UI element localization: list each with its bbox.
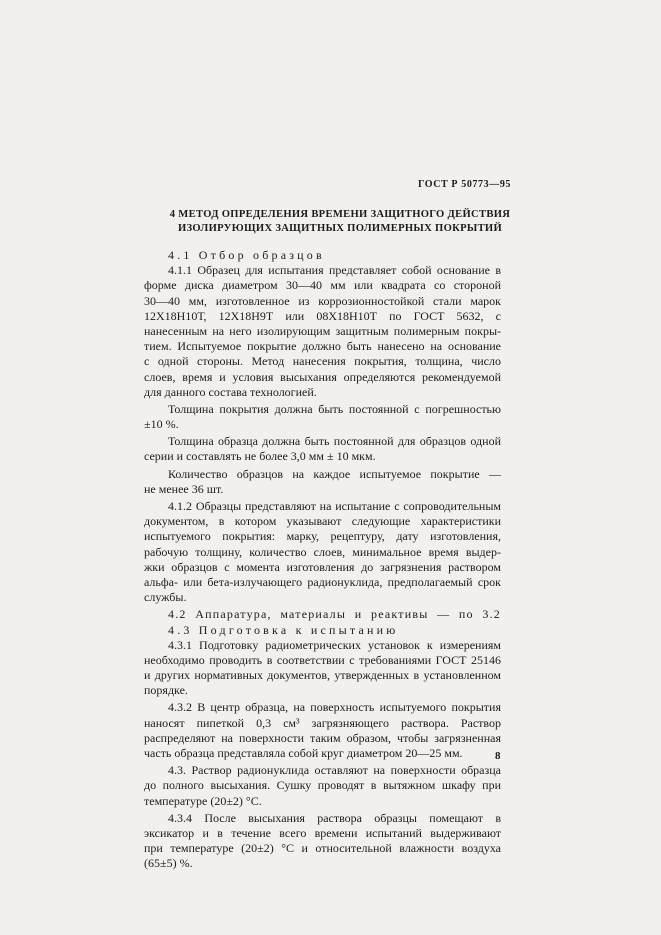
text-line: слоев, время и условия высыхания определяются рекомендуемой (144, 369, 501, 384)
text-line: 4.3. Раствор радионуклида оставляют на поверхности образца (168, 763, 501, 778)
text-line: нанесенным на него изолирующим защитным полимерным покры- (144, 323, 501, 338)
text-line: Толщина образца должна быть постоянной для образцов одной (168, 434, 501, 449)
text-line: 4.1.2 Образцы представляют на испытание с сопроводительным (168, 499, 501, 513)
text-line: (65±5) %. (144, 856, 193, 871)
document-code: ГОСТ Р 50773—95 (418, 179, 512, 190)
text-line: температуре (20±2) °С. (144, 793, 262, 808)
text-line: порядке. (144, 683, 188, 698)
subsection-title: 4.3 Подготовка к испытанию (168, 622, 399, 637)
text-line: для данного состава технологией. (144, 384, 317, 399)
text-line: и других нормативных документов, утвержденных в установленном (144, 668, 501, 683)
text-line: ±10 %. (144, 417, 179, 432)
text-line: Количество образцов на каждое испытуемое покрытие — (168, 466, 501, 481)
text-line: форме диска диаметром 30—40 мм или квадрата со стороной (144, 278, 501, 293)
text-line: Толщина покрытия должна быть постоянной с погрешностью (168, 401, 501, 416)
section-heading-line: 4 МЕТОД ОПРЕДЕЛЕНИЯ ВРЕМЕНИ ЗАЩИТНОГО ДЕЙСТВИЯ (169, 209, 511, 220)
text-line: альфа- или бета-излучающего радионуклида, предполагаемый срок (144, 574, 501, 589)
text-line: жки образцов с момента изготовления до загрязнения раствором (144, 559, 501, 574)
text-line: 4.3.2 В центр образца, на поверхность испытуемого покрытия (168, 700, 501, 715)
section-heading (160, 208, 520, 236)
document-body (144, 248, 501, 872)
text-line: часть образца представляла собой круг диаметром 20—25 мм. (144, 746, 463, 760)
subsection-title: 4.1 Отбор образцов (168, 248, 325, 262)
text-line: 4.3.4 После высыхания раствора образцы помещают в (168, 810, 501, 825)
text-line: не менее 36 шт. (144, 481, 224, 496)
text-line: службы. (144, 590, 187, 605)
text-line: серии и составлять не более 3,0 мм ± 10 мкм. (144, 449, 376, 464)
text-line: 4.3.1 Подготовку радиометрических установок к измерениям (168, 637, 501, 652)
page-number: 8 (495, 750, 501, 762)
subsection-title: 4.2 Аппаратура, материалы и реактивы — по 3.2 (168, 607, 501, 622)
text-line: тием. Испытуемое покрытие должно быть нанесено на основание (144, 339, 501, 354)
text-line: наносят пипеткой 0,3 см³ загрязняющего раствора. Раствор (144, 715, 501, 730)
text-line: 30—40 мм, изготовленное из коррозионностойкой стали марок (144, 293, 501, 308)
text-line: рабочую толщину, количество слоев, минимальное время выдер- (144, 544, 501, 559)
section-heading-line: ИЗОЛИРУЮЩИХ ЗАЩИТНЫХ ПОЛИМЕРНЫХ ПОКРЫТИЙ (177, 223, 503, 234)
text-line: эксикатор и в течение всего времени испытаний выдерживают (144, 825, 501, 840)
text-line: с одной стороны. Метод нанесения покрытия, толщина, число (144, 354, 501, 369)
text-line: 4.1.1 Образец для испытания представляет собой основание в (168, 263, 501, 278)
text-line: документом, в котором указывают следующие характеристики (144, 514, 501, 529)
text-line: при температуре (20±2) °С и относительной влажности воздуха (144, 841, 501, 856)
text-line: до полного высыхания. Сушку проводят в вытяжном шкафу при (144, 778, 501, 793)
text-line: распределяют на поверхности таким образом, чтобы загрязненная (144, 730, 501, 745)
text-line: испытуемого покрытия: марку, рецептуру, дату изготовления, (144, 529, 501, 544)
text-line: 12Х18Н10Т, 12Х18Н9Т или 08Х18Н10Т по ГОСТ 5632, с (144, 308, 501, 323)
text-line: необходимо проводить в соответствии с требованиями ГОСТ 25146 (144, 652, 501, 667)
